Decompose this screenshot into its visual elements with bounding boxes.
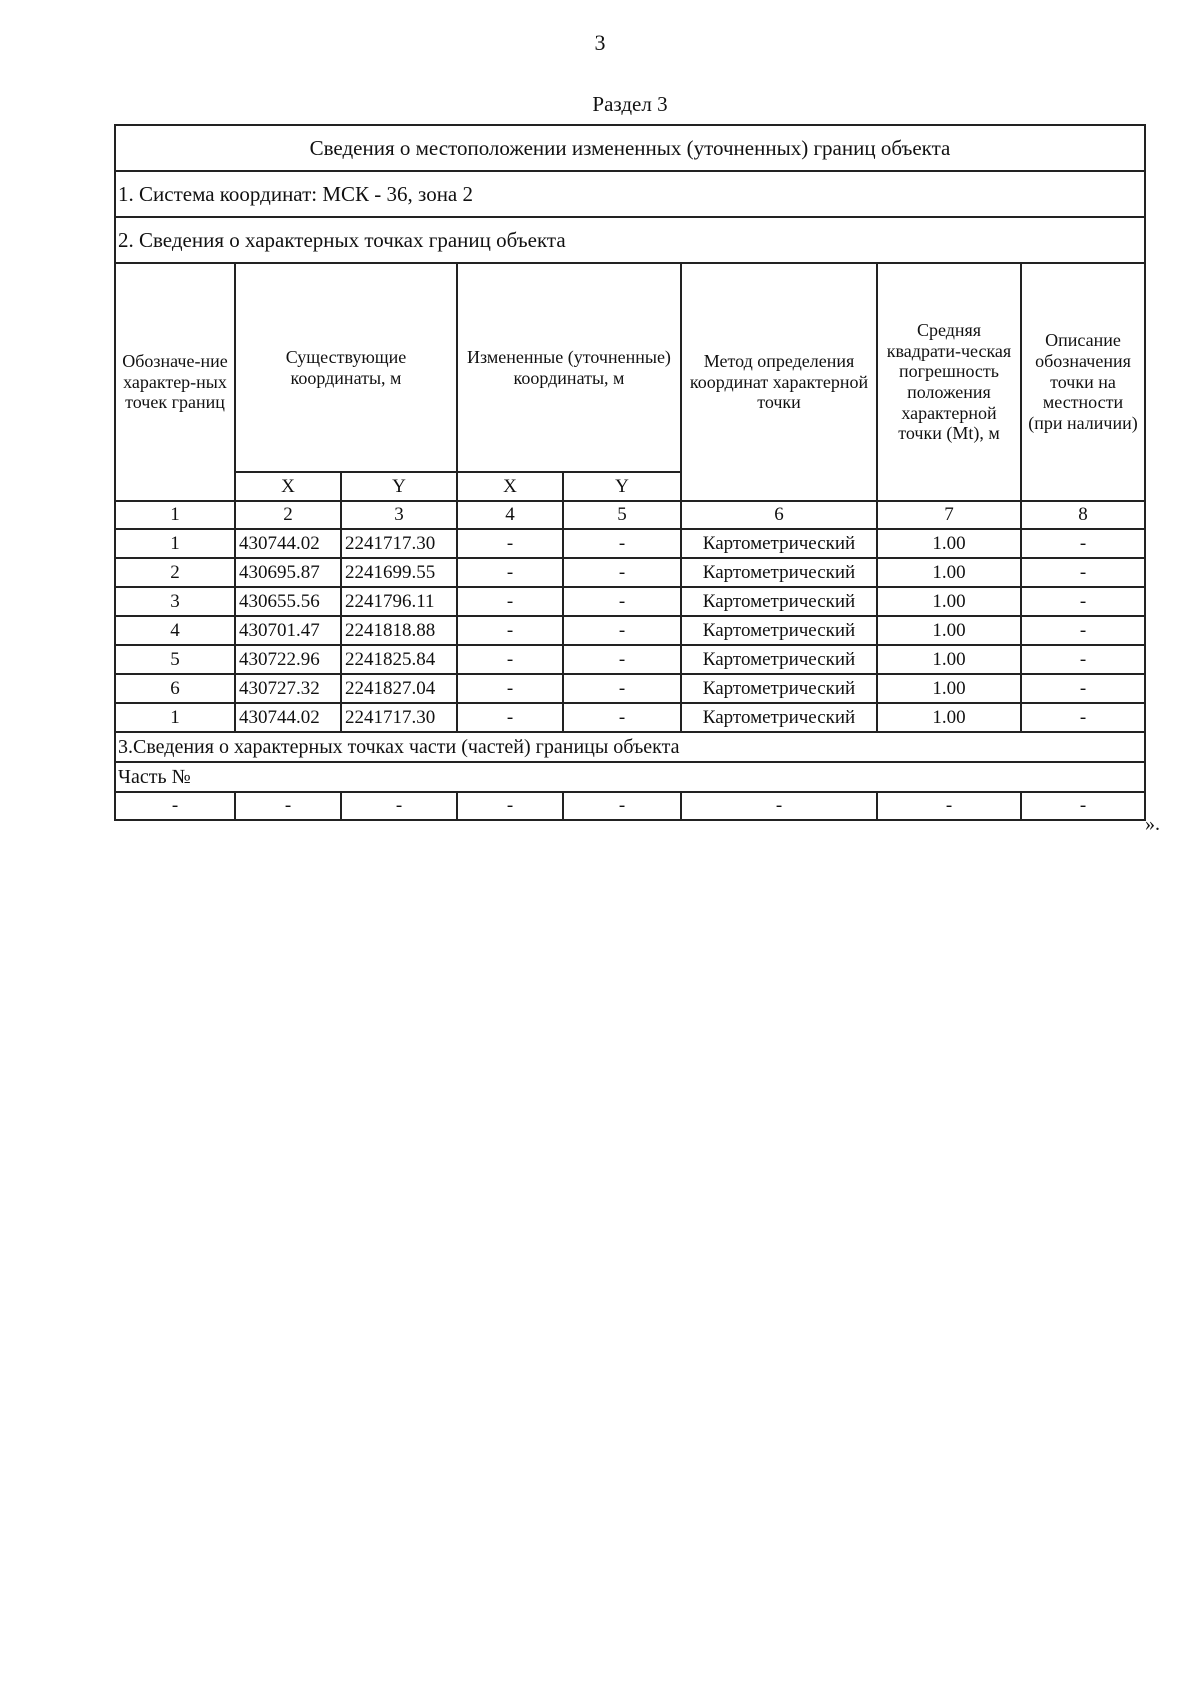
changed-x-cell: -	[457, 587, 563, 616]
table-row	[115, 529, 1145, 558]
error-cell: 1.00	[877, 645, 1021, 674]
header-existing-coordinates: Существующие координаты, м	[235, 263, 457, 472]
existing-x-cell: 430744.02	[235, 529, 341, 558]
table-row	[115, 645, 1145, 674]
method-cell: Картометрический	[681, 529, 877, 558]
column-number: 2	[235, 501, 341, 529]
boundary-table	[114, 124, 1146, 821]
changed-y-cell: -	[563, 616, 681, 645]
column-number: 8	[1021, 501, 1145, 529]
column-number: 7	[877, 501, 1021, 529]
description-cell: -	[1021, 558, 1145, 587]
error-cell: 1.00	[877, 529, 1021, 558]
description-cell: -	[1021, 674, 1145, 703]
changed-x-cell: -	[457, 703, 563, 732]
changed-y-cell: -	[563, 674, 681, 703]
description-cell: -	[1021, 529, 1145, 558]
column-numbers-row	[115, 501, 1145, 529]
method-cell: Картометрический	[681, 645, 877, 674]
changed-x-cell: -	[457, 645, 563, 674]
changed-x-cell: -	[457, 558, 563, 587]
part-number-label: Часть №	[115, 762, 1145, 792]
error-cell: 1.00	[877, 674, 1021, 703]
existing-y-cell: 2241825.84	[341, 645, 457, 674]
existing-y-cell: 2241818.88	[341, 616, 457, 645]
existing-y-cell: 2241699.55	[341, 558, 457, 587]
table-row	[115, 587, 1145, 616]
changed-x-cell: -	[457, 674, 563, 703]
part-cell: -	[341, 792, 457, 820]
closing-quote: ».	[1145, 813, 1160, 835]
header-method: Метод определения координат характерной точки	[681, 263, 877, 501]
part-cell: -	[115, 792, 235, 820]
header-x-existing: X	[235, 472, 341, 501]
point-number-cell: 3	[115, 587, 235, 616]
table-row	[115, 703, 1145, 732]
error-cell: 1.00	[877, 587, 1021, 616]
existing-x-cell: 430695.87	[235, 558, 341, 587]
point-number-cell: 6	[115, 674, 235, 703]
point-number-cell: 1	[115, 703, 235, 732]
part-cell: -	[1021, 792, 1145, 820]
part-cell: -	[235, 792, 341, 820]
existing-x-cell: 430701.47	[235, 616, 341, 645]
page-number: 3	[594, 30, 606, 55]
method-cell: Картометрический	[681, 674, 877, 703]
table-title: Сведения о местоположении измененных (уточненных) границ объекта	[115, 125, 1145, 171]
existing-x-cell: 430727.32	[235, 674, 341, 703]
changed-y-cell: -	[563, 558, 681, 587]
method-cell: Картометрический	[681, 558, 877, 587]
existing-x-cell: 430655.56	[235, 587, 341, 616]
existing-y-cell: 2241796.11	[341, 587, 457, 616]
header-error: Средняя квадрати-ческая погрешность положения характерной точки (Mt), м	[877, 263, 1021, 501]
part-cell: -	[681, 792, 877, 820]
method-cell: Картометрический	[681, 616, 877, 645]
existing-y-cell: 2241717.30	[341, 529, 457, 558]
header-changed-coordinates: Измененные (уточненные) координаты, м	[457, 263, 681, 472]
parts-heading: 3.Сведения о характерных точках части (частей) границы объекта	[115, 732, 1145, 762]
column-number: 5	[563, 501, 681, 529]
table-row	[115, 558, 1145, 587]
part-cell: -	[563, 792, 681, 820]
error-cell: 1.00	[877, 616, 1021, 645]
error-cell: 1.00	[877, 558, 1021, 587]
description-cell: -	[1021, 616, 1145, 645]
method-cell: Картометрический	[681, 587, 877, 616]
header-designation: Обозначе-ние характер-ных точек границ	[115, 263, 235, 501]
existing-x-cell: 430722.96	[235, 645, 341, 674]
table-row	[115, 674, 1145, 703]
changed-y-cell: -	[563, 645, 681, 674]
column-number: 4	[457, 501, 563, 529]
header-y-changed: Y	[563, 472, 681, 501]
existing-y-cell: 2241717.30	[341, 703, 457, 732]
description-cell: -	[1021, 703, 1145, 732]
column-number: 3	[341, 501, 457, 529]
description-cell: -	[1021, 645, 1145, 674]
column-number: 1	[115, 501, 235, 529]
table-row	[115, 616, 1145, 645]
column-number: 6	[681, 501, 877, 529]
changed-x-cell: -	[457, 529, 563, 558]
part-cell: -	[877, 792, 1021, 820]
point-number-cell: 1	[115, 529, 235, 558]
point-number-cell: 5	[115, 645, 235, 674]
section-title: Раздел 3	[592, 92, 668, 116]
description-cell: -	[1021, 587, 1145, 616]
points-heading: 2. Сведения о характерных точках границ объекта	[115, 217, 1145, 263]
coordinate-system: 1. Система координат: МСК - 36, зона 2	[115, 171, 1145, 217]
changed-y-cell: -	[563, 703, 681, 732]
header-y-existing: Y	[341, 472, 457, 501]
changed-y-cell: -	[563, 529, 681, 558]
changed-y-cell: -	[563, 587, 681, 616]
existing-x-cell: 430744.02	[235, 703, 341, 732]
changed-x-cell: -	[457, 616, 563, 645]
header-description: Описание обозначения точки на местности (при наличии)	[1021, 263, 1145, 501]
header-x-changed: X	[457, 472, 563, 501]
error-cell: 1.00	[877, 703, 1021, 732]
method-cell: Картометрический	[681, 703, 877, 732]
point-number-cell: 4	[115, 616, 235, 645]
point-number-cell: 2	[115, 558, 235, 587]
part-row	[115, 792, 1145, 820]
part-cell: -	[457, 792, 563, 820]
existing-y-cell: 2241827.04	[341, 674, 457, 703]
